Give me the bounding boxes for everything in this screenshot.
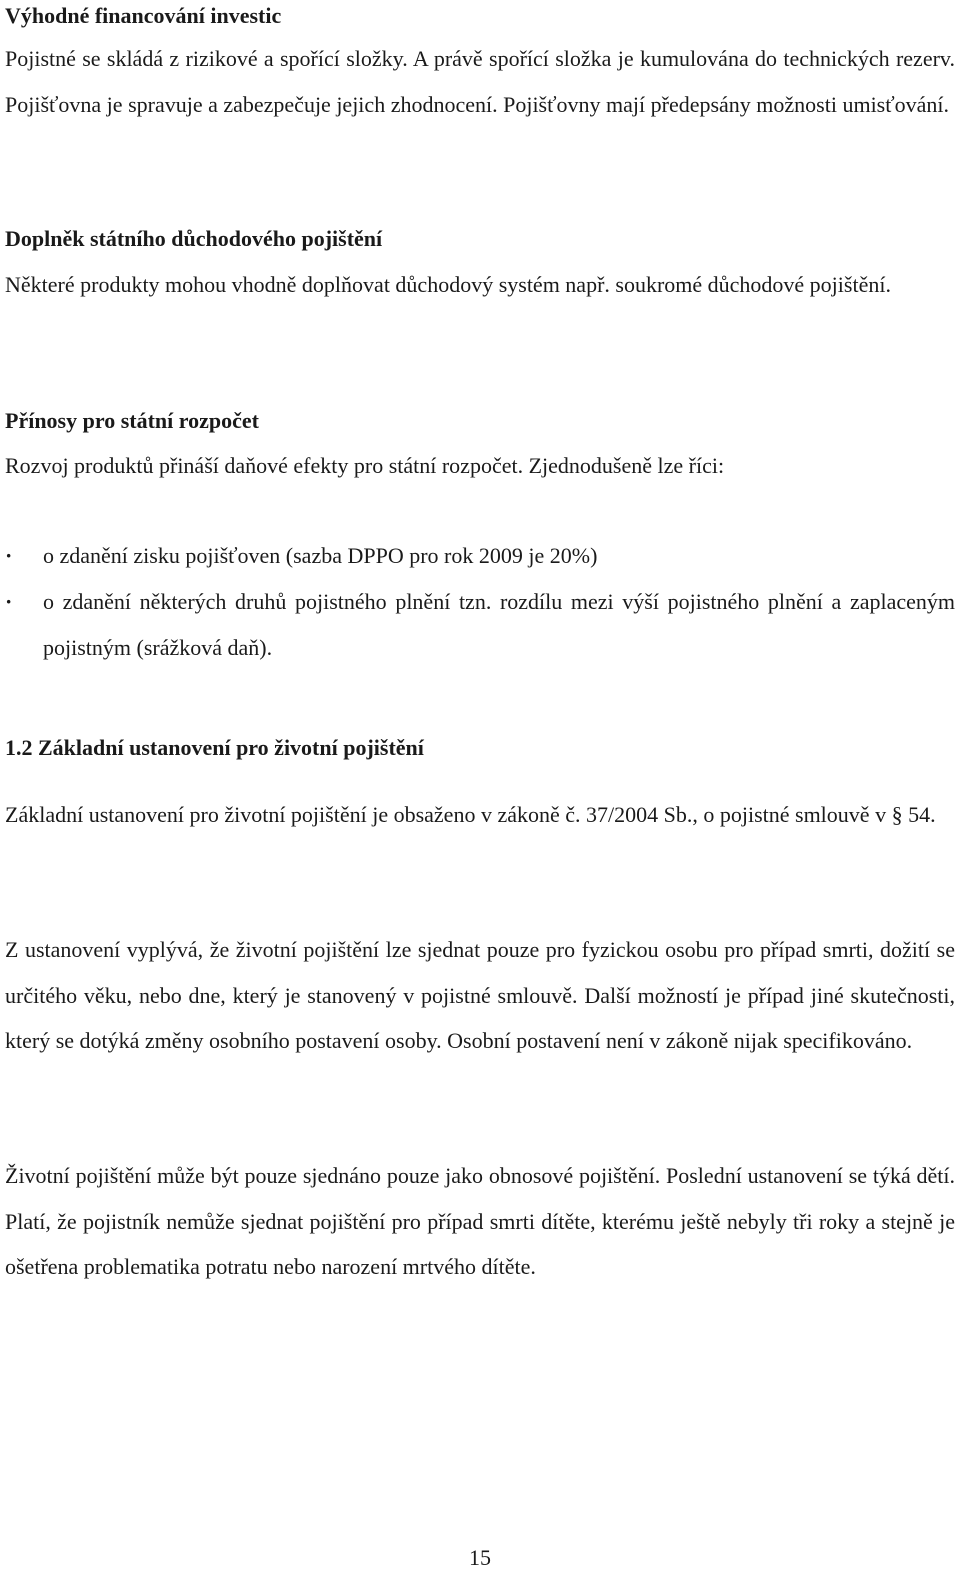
page-number: 15: [469, 1545, 491, 1570]
section-heading-financing: Výhodné financování investic: [5, 3, 282, 28]
chapter-paragraph-2: Z ustanovení vyplývá, že životní pojištění lze sjednat pouze pro fyzickou osobu pro případ smrti, dožití se určitého věku, nebo dne, který je stanovený v pojistné smlouvě. Další možností je případ jiné skutečnosti, který se dotýká změny osobního postavení osoby. Osobní postavení není v zákoně nijak specifikováno.: [5, 937, 955, 1053]
bullet-symbol: ·: [5, 543, 13, 568]
section-text-pension: Některé produkty mohou vhodně doplňovat důchodový systém např. soukromé důchodové pojištění.: [5, 272, 891, 297]
list-item-text: o zdanění zisku pojišťoven (sazba DPPO pro rok 2009 je 20%): [43, 543, 598, 568]
chapter-paragraph-1: Základní ustanovení pro životní pojištění je obsaženo v zákoně č. 37/2004 Sb., o pojistné smlouvě v § 54.: [5, 802, 936, 827]
section-text-financing: Pojistné se skládá z rizikové a spořící složky. A právě spořící složka je kumulována do technických rezerv. Pojišťovna je spravuje a zabezpečuje jejich zhodnocení. Pojišťovny mají předepsány možnosti umisťování.: [5, 46, 955, 117]
chapter-paragraph-3: Životní pojištění může být pouze sjednáno pouze jako obnosové pojištění. Poslední ustanovení se týká dětí. Platí, že pojistník nemůže sjednat pojištění pro případ smrti dítěte, kterému ještě nebyly tři roky a stejně je ošetřena problematika potratu nebo narození mrtvého dítěte.: [5, 1163, 955, 1279]
list-item-text: o zdanění některých druhů pojistného plnění tzn. rozdílu mezi výší pojistného plnění a zaplaceným pojistným (srážková daň).: [43, 589, 955, 660]
section-heading-pension: Doplněk státního důchodového pojištění: [5, 226, 383, 251]
chapter-heading: 1.2 Základní ustanovení pro životní pojištění: [5, 735, 424, 760]
section-text-budget: Rozvoj produktů přináší daňové efekty pro státní rozpočet. Zjednodušeně lze říci:: [5, 453, 725, 478]
bullet-symbol: ·: [5, 589, 13, 614]
section-heading-budget: Přínosy pro státní rozpočet: [5, 408, 259, 433]
